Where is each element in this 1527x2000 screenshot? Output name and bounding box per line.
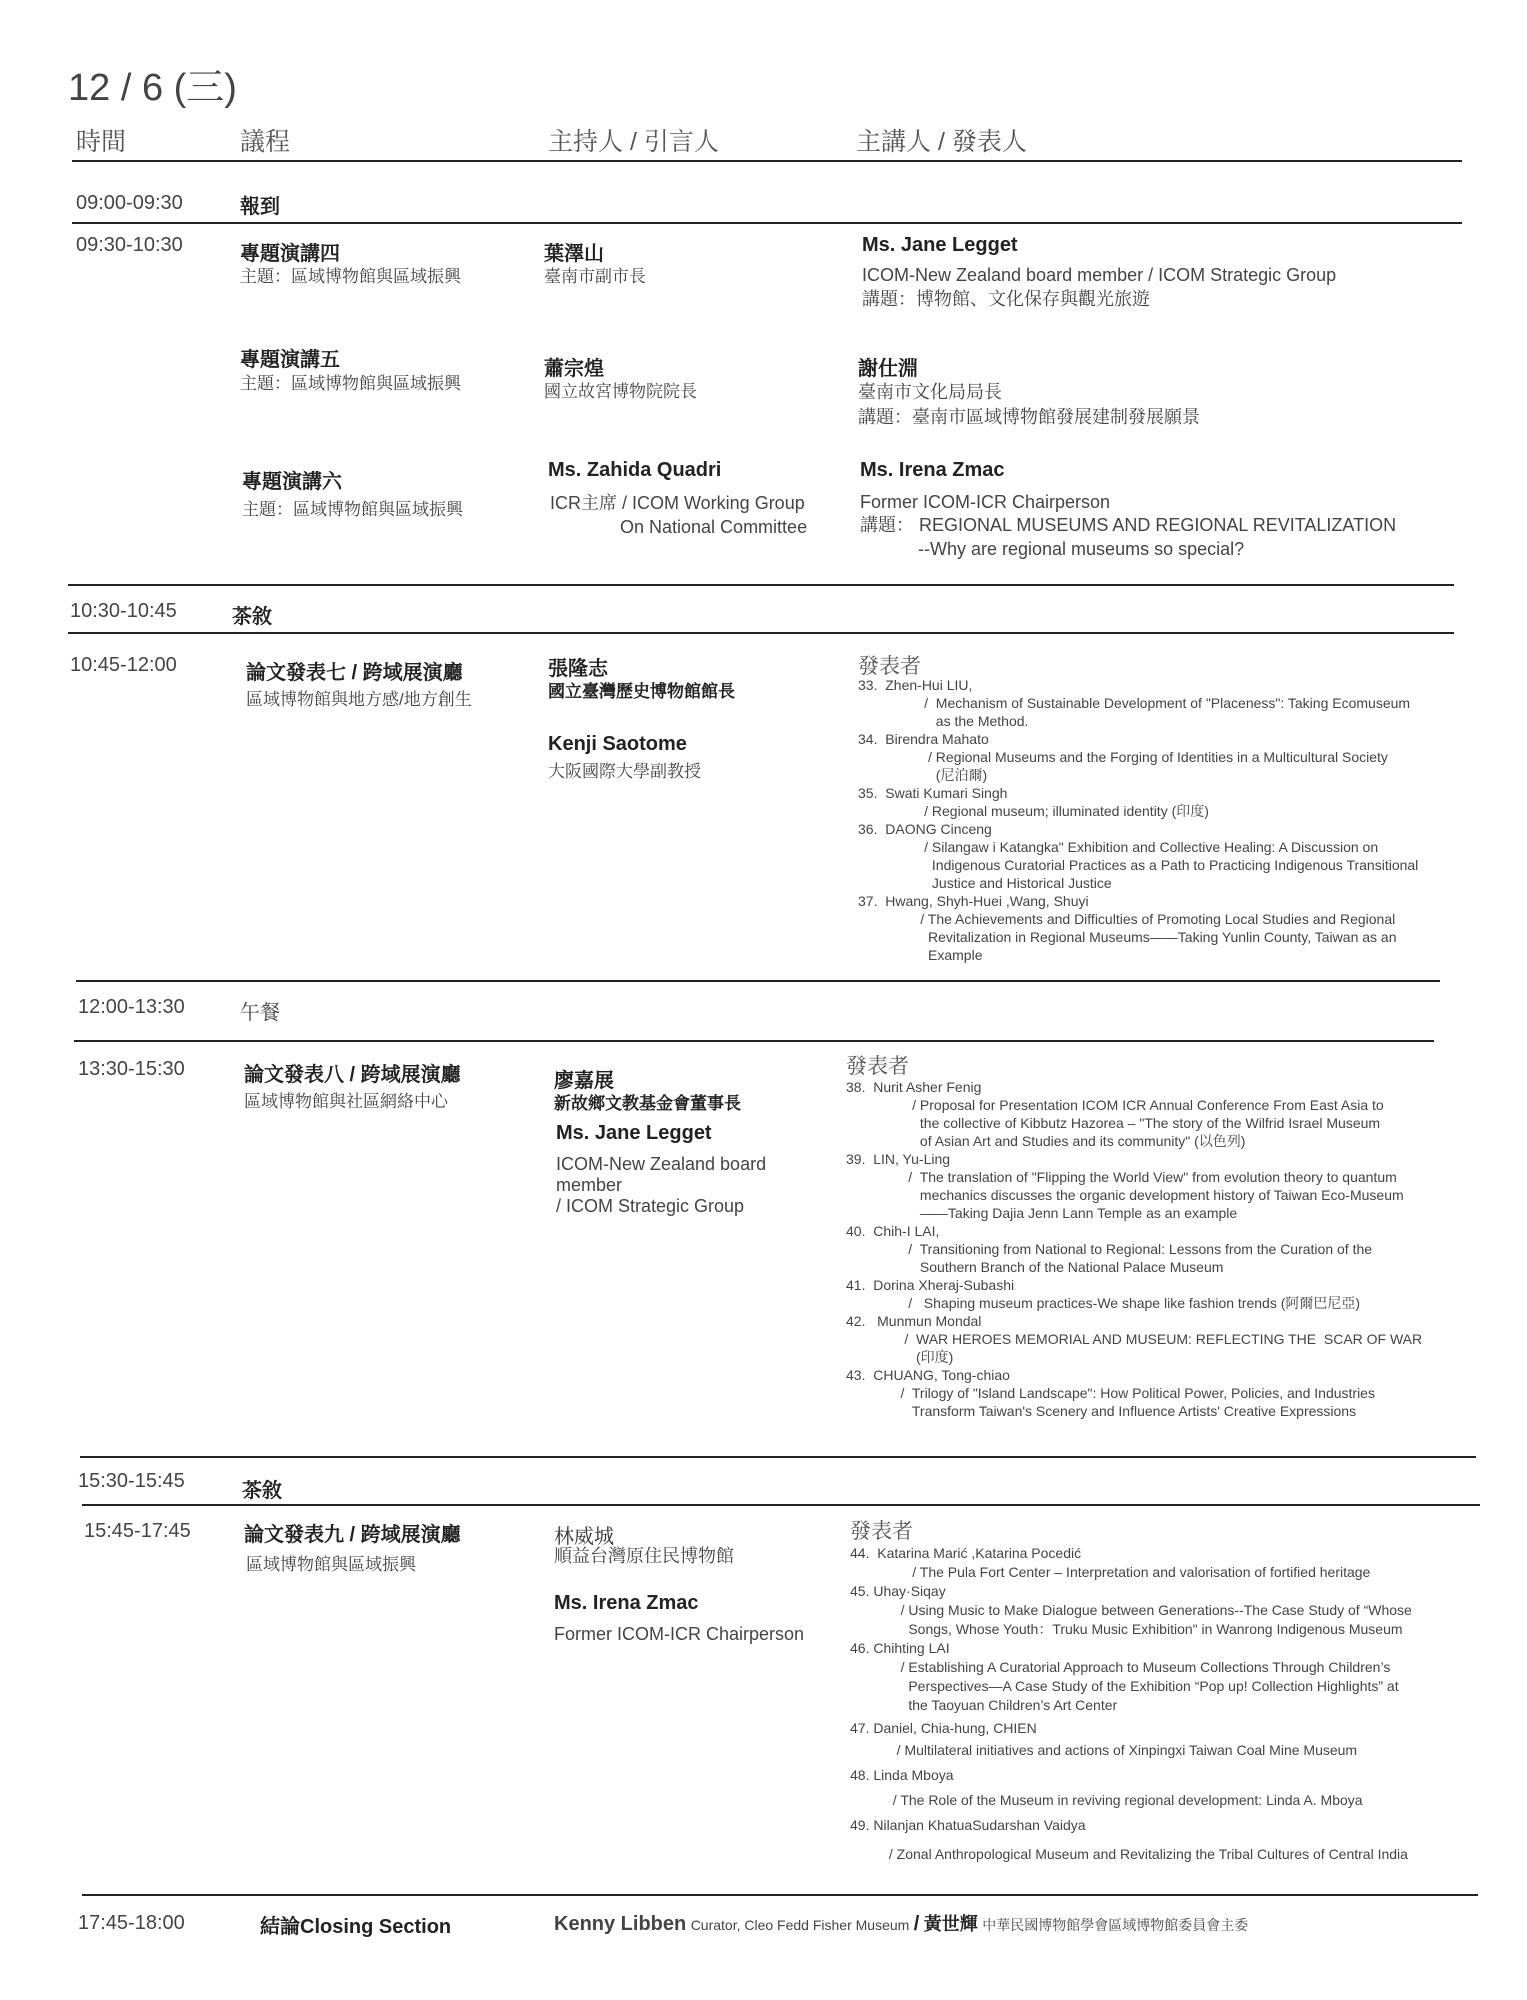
keynote6-host-line2: On National Committee: [620, 517, 808, 537]
session8-host2-name: Ms. Jane Legget: [556, 1122, 712, 1144]
page-date: 12 / 6 (三): [68, 67, 237, 109]
list-item: 38. Nurit Asher Fenig: [846, 1079, 982, 1095]
row-divider: [68, 632, 1454, 634]
keynote4-title: 專題演講四: [240, 243, 340, 265]
list-item: / Mechanism of Sustainable Development of "Placeness": Taking Ecomuseum: [858, 695, 1411, 711]
list-item: / Using Music to Make Dialogue between Generations--The Case Study of “Whose: [850, 1602, 1412, 1618]
row-tea1-time: 10:30-10:45: [70, 600, 177, 622]
row-tea1-title: 茶敘: [232, 606, 272, 628]
row-session8-time: 13:30-15:30: [78, 1058, 185, 1080]
keynote4-speaker-name: Ms. Jane Legget: [862, 234, 1018, 256]
row-divider: [82, 1894, 1478, 1896]
list-item: 36. DAONG Cinceng: [858, 821, 992, 837]
session7-host2-title: 大阪國際大學副教授: [548, 762, 701, 781]
session7-theme: 區域博物館與地方感/地方創生: [246, 690, 472, 709]
row-lunch-title: 午餐: [240, 1002, 280, 1024]
keynote6-title: 專題演講六: [242, 471, 342, 493]
header-time: 時間: [76, 128, 127, 156]
list-item: / Transitioning from National to Regional: Lessons from the Curation of the: [846, 1241, 1373, 1257]
list-item: / WAR HEROES MEMORIAL AND MUSEUM: REFLECTING THE SCAR OF WAR: [846, 1331, 1423, 1347]
list-item: the collective of Kibbutz Hazorea – "The story of the Wilfrid Israel Museum: [846, 1115, 1381, 1131]
list-item: 34. Birendra Mahato: [858, 731, 989, 747]
keynote4-speaker-affil: ICOM-New Zealand board member / ICOM Strategic Group: [862, 265, 1337, 285]
keynote5-host-name: 蕭宗煌: [544, 358, 604, 380]
closing-speaker2-title: 中華民國博物館學會區域博物館委員會主委: [982, 1917, 1249, 1933]
list-item: 37. Hwang, Shyh-Huei ,Wang, Shuyi: [858, 893, 1089, 909]
list-item: 42. Munmun Mondal: [846, 1313, 982, 1329]
session8-presenters-heading: 發表者: [846, 1055, 909, 1078]
list-item: 33. Zhen-Hui LIU,: [858, 677, 973, 693]
list-item: / Establishing A Curatorial Approach to Museum Collections Through Children’s: [850, 1659, 1391, 1675]
row-session9-time: 15:45-17:45: [84, 1520, 191, 1542]
header-speaker: 主講人 / 發表人: [856, 128, 1027, 156]
row-session7-time: 10:45-12:00: [70, 654, 177, 676]
row-closing-time: 17:45-18:00: [78, 1912, 185, 1934]
closing-speakers: [554, 1910, 1248, 1936]
header-agenda: 議程: [240, 128, 291, 156]
keynote5-host-title: 國立故宮博物院院長: [544, 382, 697, 401]
session9-host2-name: Ms. Irena Zmac: [554, 1592, 699, 1614]
keynote6-speaker-topic-sub: --Why are regional museums so special?: [918, 539, 1245, 559]
list-item: Songs, Whose Youth：Truku Music Exhibition" in Wanrong Indigenous Museum: [850, 1621, 1403, 1637]
list-item: / Regional museum; illuminated identity (印度): [858, 803, 1209, 819]
keynote6-host-line1: ICR主席 / ICOM Working Group: [550, 493, 805, 513]
list-item: Revitalization in Regional Museums——Taking Yunlin County, Taiwan as an: [858, 929, 1397, 945]
list-item: / Regional Museums and the Forging of Identities in a Multicultural Society: [858, 749, 1388, 765]
row-divider: [74, 1040, 1434, 1042]
keynote6-host-name: Ms. Zahida Quadri: [548, 459, 722, 481]
list-item: / Zonal Anthropological Museum and Revitalizing the Tribal Cultures of Central India: [850, 1846, 1408, 1862]
session8-title: 論文發表八 / 跨域展演廳: [244, 1064, 461, 1086]
list-item: mechanics discusses the organic development history of Taiwan Eco-Museum: [846, 1187, 1404, 1203]
closing-speaker1-title: Curator, Cleo Fedd Fisher Museum: [690, 1917, 910, 1933]
session8-host1-name: 廖嘉展: [554, 1070, 614, 1092]
keynote5-theme: 主題：區域博物館與區域振興: [240, 374, 461, 393]
session9-theme: 區域博物館與區域振興: [246, 1555, 416, 1574]
list-item: 45. Uhay·Siqay: [850, 1583, 946, 1599]
row-keynote-time: 09:30-10:30: [76, 234, 183, 256]
session7-presenters-list: [858, 676, 1418, 964]
session7-host2-name: Kenji Saotome: [548, 733, 687, 755]
closing-speaker2-name: 黃世輝: [923, 1914, 978, 1934]
list-item: / Trilogy of "Island Landscape": How Political Power, Policies, and Industries: [846, 1385, 1375, 1401]
list-item: 46. Chihting LAI: [850, 1640, 950, 1656]
header-rule: [72, 160, 1462, 162]
session7-title: 論文發表七 / 跨域展演廳: [246, 662, 463, 684]
keynote6-speaker-topic: 講題： REGIONAL MUSEUMS AND REGIONAL REVITALIZATION: [860, 515, 1397, 535]
row-divider: [76, 980, 1440, 982]
list-item: / Proposal for Presentation ICOM ICR Annual Conference From East Asia to: [846, 1097, 1384, 1113]
keynote5-title: 專題演講五: [240, 349, 340, 371]
row-registration-title: 報到: [240, 196, 280, 218]
keynote6-speaker-affil: Former ICOM-ICR Chairperson: [860, 492, 1111, 512]
row-closing-title: 結論Closing Section: [260, 1916, 452, 1938]
list-item: Indigenous Curatorial Practices as a Path to Practicing Indigenous Transitional: [858, 857, 1419, 873]
list-item: / Multilateral initiatives and actions of Xinpingxi Taiwan Coal Mine Museum: [850, 1742, 1358, 1758]
list-item: 49. Nilanjan KhatuaSudarshan Vaidya: [850, 1817, 1086, 1833]
keynote6-theme: 主題：區域博物館與區域振興: [242, 500, 463, 519]
list-item: / The Achievements and Difficulties of Promoting Local Studies and Regional: [858, 911, 1396, 927]
keynote4-speaker-topic: 講題：博物館、文化保存與觀光旅遊: [862, 289, 1150, 309]
list-item: 43. CHUANG, Tong-chiao: [846, 1367, 1010, 1383]
session8-theme: 區域博物館與社區網絡中心: [244, 1092, 448, 1111]
closing-separator: /: [913, 1913, 920, 1935]
list-item: Southern Branch of the National Palace Museum: [846, 1259, 1224, 1275]
keynote5-speaker-topic: 講題：臺南市區域博物館發展建制發展願景: [858, 407, 1200, 427]
row-divider: [80, 1456, 1476, 1458]
keynote5-speaker-affil: 臺南市文化局局長: [858, 382, 1002, 402]
list-item: ——Taking Dajia Jenn Lann Temple as an example: [846, 1205, 1238, 1221]
session7-presenters-heading: 發表者: [858, 655, 921, 678]
session9-host1-title: 順益台灣原住民博物館: [554, 1546, 734, 1566]
session7-host1-title: 國立臺灣歷史博物館館長: [548, 682, 735, 701]
list-item: Perspectives—A Case Study of the Exhibition “Pop up! Collection Highlights” at: [850, 1678, 1399, 1694]
closing-speaker1-name: Kenny Libben: [554, 1913, 687, 1935]
list-item: as the Method.: [858, 713, 1029, 729]
row-registration-time: 09:00-09:30: [76, 192, 183, 214]
session9-host1-name: 林威城: [554, 1526, 614, 1548]
list-item: 39. LIN, Yu-Ling: [846, 1151, 951, 1167]
list-item: / The Pula Fort Center – Interpretation and valorisation of fortified heritage: [850, 1564, 1371, 1580]
row-tea2-time: 15:30-15:45: [78, 1470, 185, 1492]
list-item: / The Role of the Museum in reviving regional development: Linda A. Mboya: [850, 1792, 1363, 1808]
keynote4-theme: 主題：區域博物館與區域振興: [240, 267, 461, 286]
row-lunch-time: 12:00-13:30: [78, 996, 185, 1018]
list-item: 48. Linda Mboya: [850, 1767, 954, 1783]
session8-host2-line2: member: [556, 1175, 623, 1195]
list-item: (印度): [846, 1349, 954, 1365]
row-tea2-title: 茶敘: [242, 1480, 282, 1502]
session8-presenters-list: [846, 1078, 1422, 1420]
list-item: Justice and Historical Justice: [858, 875, 1112, 891]
keynote4-host-name: 葉澤山: [544, 243, 604, 265]
session7-host1-name: 張隆志: [548, 658, 608, 680]
list-item: Example: [858, 947, 983, 963]
list-item: 35. Swati Kumari Singh: [858, 785, 1008, 801]
list-item: 47. Daniel, Chia-hung, CHIEN: [850, 1720, 1037, 1736]
session9-presenters-heading: 發表者: [850, 1520, 913, 1543]
keynote6-speaker-name: Ms. Irena Zmac: [860, 459, 1005, 481]
keynote5-speaker-name: 謝仕淵: [858, 358, 918, 380]
list-item: 44. Katarina Marić ,Katarina Pocedić: [850, 1545, 1082, 1561]
session9-presenters-list: [850, 1544, 1412, 1864]
list-item: Transform Taiwan's Scenery and Influence Artists' Creative Expressions: [846, 1403, 1357, 1419]
session9-host2-title: Former ICOM-ICR Chairperson: [554, 1624, 805, 1644]
session8-host2-line1: ICOM-New Zealand board: [556, 1154, 767, 1174]
keynote4-host-title: 臺南市副市長: [544, 267, 646, 286]
list-item: 40. Chih-I LAI,: [846, 1223, 940, 1239]
row-divider: [72, 222, 1462, 224]
session9-title: 論文發表九 / 跨域展演廳: [244, 1524, 461, 1546]
session8-host1-title: 新故鄉文教基金會董事長: [554, 1094, 741, 1113]
list-item: the Taoyuan Children’s Art Center: [850, 1697, 1118, 1713]
list-item: / Silangaw i Katangka" Exhibition and Collective Healing: A Discussion on: [858, 839, 1379, 855]
list-item: (尼泊爾): [858, 767, 988, 783]
list-item: of Asian Art and Studies and its community" (以色列): [846, 1133, 1246, 1149]
list-item: 41. Dorina Xheraj-Subashi: [846, 1277, 1015, 1293]
list-item: / Shaping museum practices-We shape like fashion trends (阿爾巴尼亞): [846, 1295, 1361, 1311]
list-item: / The translation of "Flipping the World View" from evolution theory to quantum: [846, 1169, 1397, 1185]
session8-host2-line3: / ICOM Strategic Group: [556, 1196, 745, 1216]
row-divider: [82, 1504, 1480, 1506]
header-host: 主持人 / 引言人: [548, 128, 719, 156]
row-divider: [68, 584, 1454, 586]
